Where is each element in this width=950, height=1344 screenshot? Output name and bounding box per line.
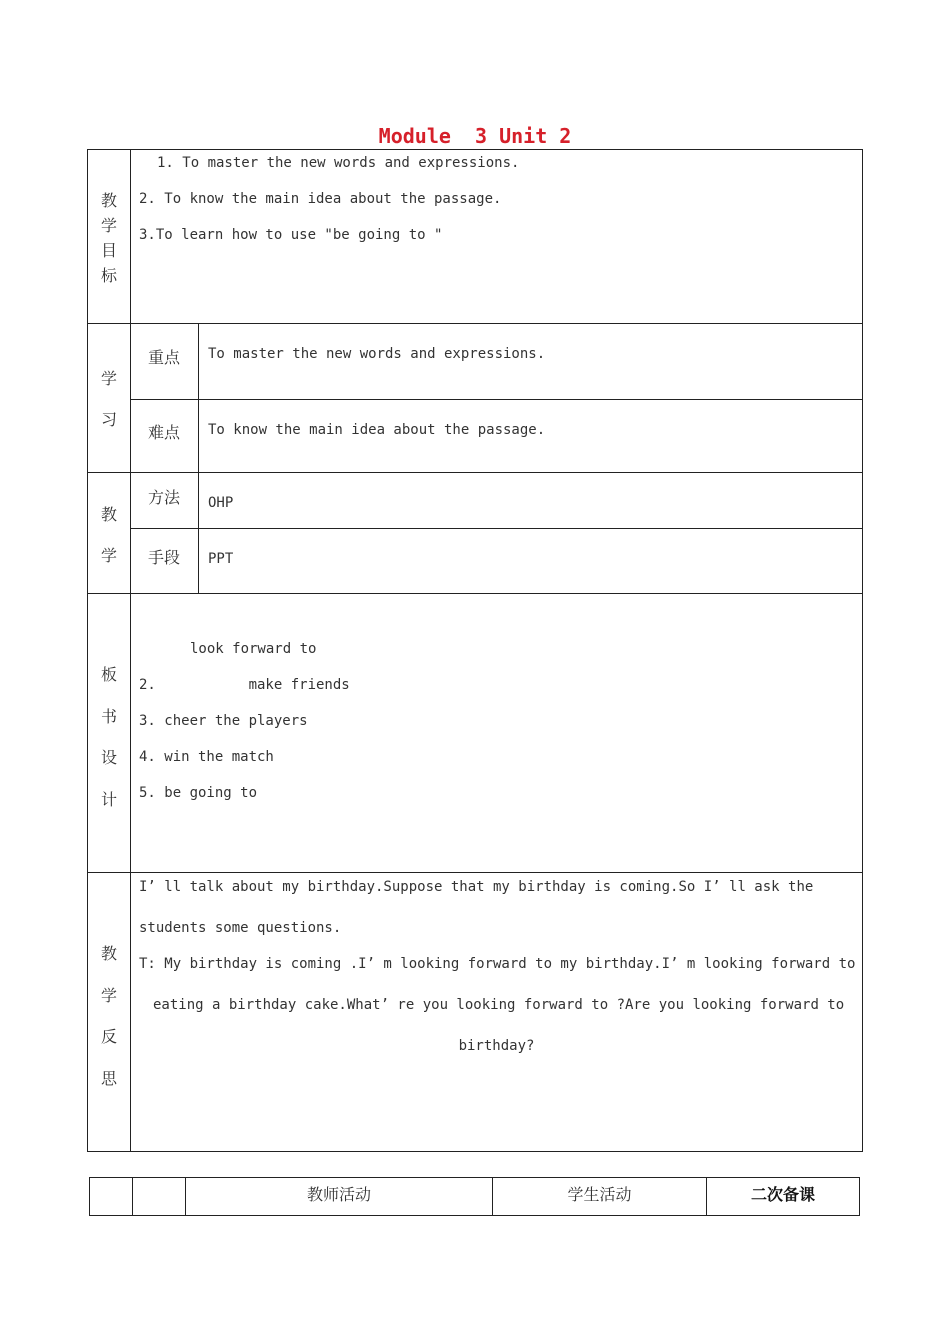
board-line-4: 4. win the match xyxy=(139,749,274,765)
difficulty-value: To know the main idea about the passage. xyxy=(208,422,546,438)
method-value: OHP xyxy=(208,495,234,511)
second-prep-header: 二次备课 xyxy=(750,1185,815,1204)
reflection-line-3: T: My birthday is coming .I’ m looking forward to my birthday.I’ m looking forward to xyxy=(139,956,856,972)
board-design-label: 板 书 设 计 xyxy=(100,665,117,809)
reflection-line-1: I’ ll talk about my birthday.Suppose that my birthday is coming.So I’ ll ask the xyxy=(139,879,814,895)
objective-line-3: 3.To learn how to use "be going to " xyxy=(139,227,443,243)
board-line-2: 2. make friends xyxy=(139,677,350,693)
board-line-1: look forward to xyxy=(190,641,317,657)
board-line-3: 3. cheer the players xyxy=(139,713,308,729)
difficulty-label: 难点 xyxy=(148,423,181,442)
teacher-activity-header: 教师活动 xyxy=(306,1185,371,1204)
means-label: 手段 xyxy=(148,548,181,567)
board-line-5: 5. be going to xyxy=(139,785,258,801)
teaching-label: 教 学 xyxy=(100,505,117,565)
reflection-line-5: birthday? xyxy=(458,1038,535,1054)
objectives-label: 教 学 目 标 xyxy=(100,191,117,285)
reflection-line-4: eating a birthday cake.What’ re you looking forward to ?Are you looking forward to xyxy=(153,997,845,1013)
objective-line-2: 2. To know the main idea about the passage. xyxy=(139,191,502,207)
key-point-value: To master the new words and expressions. xyxy=(208,346,546,362)
method-label: 方法 xyxy=(148,488,181,507)
study-label: 学 习 xyxy=(100,369,117,429)
objective-line-1: 1. To master the new words and expressions. xyxy=(157,155,520,171)
key-point-label: 重点 xyxy=(148,348,181,367)
page-title: Module 3 Unit 2 xyxy=(378,124,572,148)
means-value: PPT xyxy=(208,551,234,567)
reflection-line-2: students some questions. xyxy=(139,920,342,936)
reflection-label: 教 学 反 思 xyxy=(100,944,117,1088)
student-activity-header: 学生活动 xyxy=(567,1185,632,1204)
